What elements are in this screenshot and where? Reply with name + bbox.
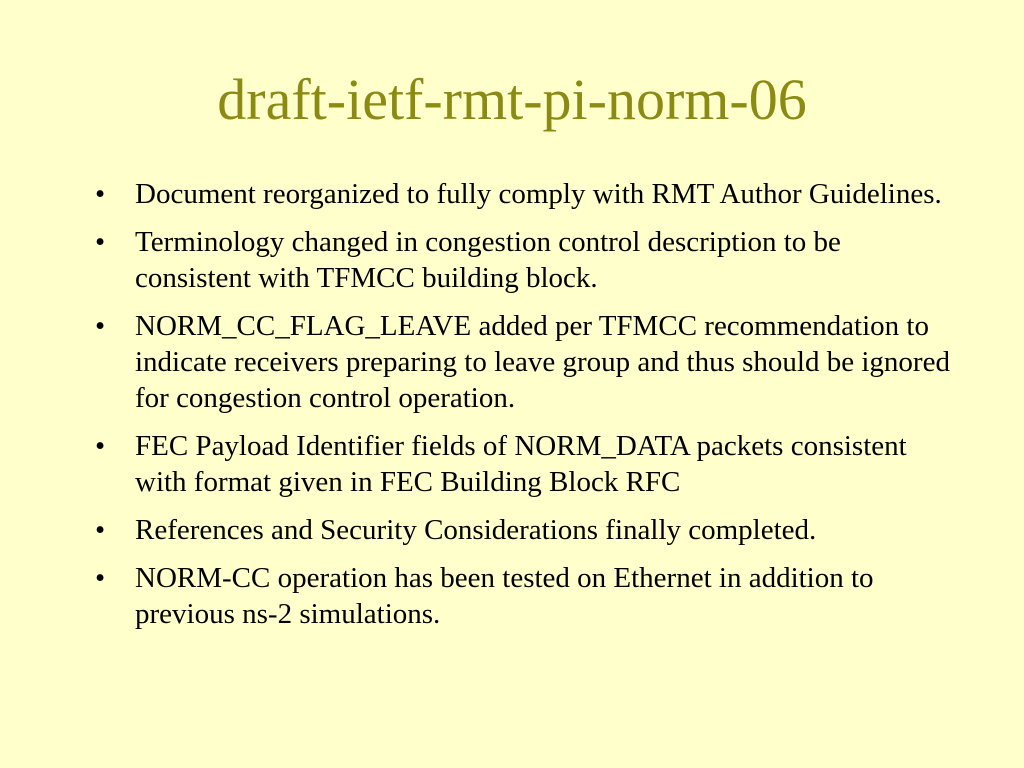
bullet-text: FEC Payload Identifier fields of NORM_DATA packets consistent with format given in FEC Building Block RFC	[135, 430, 907, 498]
bullet-item	[95, 224, 955, 296]
bullet-dot-icon: •	[95, 178, 106, 210]
bullet-dot-icon: •	[95, 514, 106, 546]
bullet-dot-icon: •	[95, 310, 106, 342]
bullet-dot-icon: •	[95, 430, 106, 462]
slide-title: draft-ietf-rmt-pi-norm-06	[217, 67, 807, 132]
bullet-item	[95, 176, 955, 212]
bullet-dot-icon: •	[95, 562, 106, 594]
bullet-item	[95, 308, 955, 416]
bullet-text: Terminology changed in congestion control description to be consistent with TFMCC building block.	[135, 226, 841, 294]
bullet-list	[95, 176, 955, 644]
bullet-text: References and Security Considerations finally completed.	[135, 514, 817, 546]
bullet-dot-icon: •	[95, 226, 106, 258]
bullet-item	[95, 560, 955, 632]
bullet-text: NORM_CC_FLAG_LEAVE added per TFMCC recommendation to indicate receivers preparing to leave group and thus should be ignored for congestion control operation.	[135, 310, 950, 414]
bullet-item	[95, 512, 955, 548]
bullet-item	[95, 428, 955, 500]
bullet-text: Document reorganized to fully comply with RMT Author Guidelines.	[135, 178, 942, 210]
bullet-text: NORM-CC operation has been tested on Ethernet in addition to previous ns-2 simulations.	[135, 562, 874, 630]
